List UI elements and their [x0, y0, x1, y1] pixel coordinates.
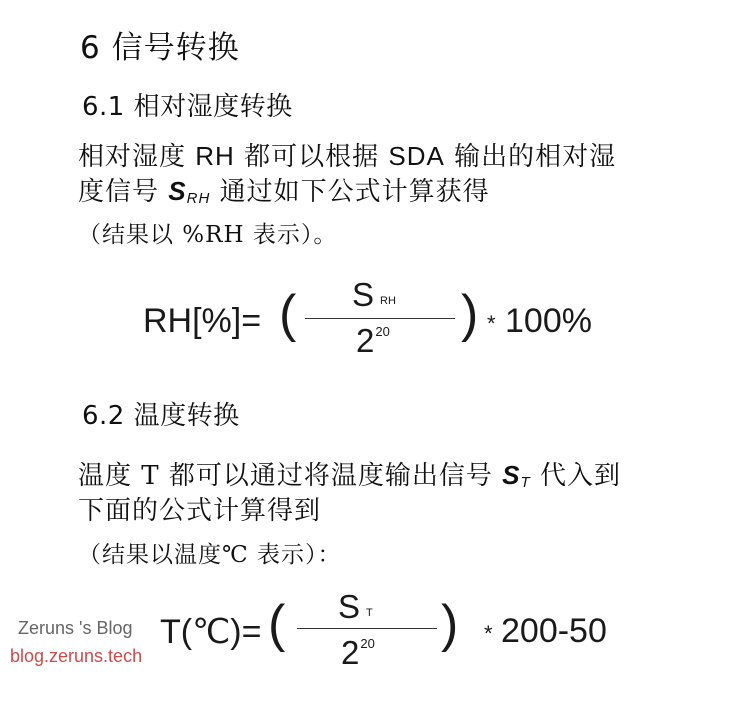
text: 相对湿度: [78, 142, 187, 172]
text: 度信号: [78, 177, 160, 207]
watermark-blog-url[interactable]: blog.zeruns.tech: [10, 646, 143, 666]
text: 都可以根据: [244, 142, 380, 172]
denominator-exponent: 20: [360, 636, 375, 651]
denominator-base: 2: [341, 634, 360, 671]
signal-st: [502, 460, 531, 490]
text: 输出的相对湿: [454, 142, 617, 172]
signal-subscript: T: [520, 474, 531, 491]
temp-formula-tail: 200-50: [501, 612, 607, 650]
rh-fraction-line: [305, 318, 455, 319]
signal-subscript: RH: [186, 190, 211, 207]
text: 温度: [78, 461, 133, 491]
section-title: [80, 22, 240, 67]
signal-symbol: S: [168, 176, 187, 206]
temp-fraction-line: [297, 628, 437, 629]
subsection-title: 相对湿度转换: [133, 92, 293, 122]
section-number: 6: [80, 30, 101, 66]
t-term: T: [141, 461, 160, 491]
rh-formula-multiply: *: [487, 311, 496, 336]
subsection-title: 温度转换: [133, 401, 240, 431]
signal-symbol: S: [502, 460, 521, 490]
rh-formula-lhs: RH[%]=: [143, 302, 262, 340]
numerator-symbol: S: [352, 276, 375, 313]
denominator-base: 2: [356, 322, 375, 359]
rh-paragraph-line2: [78, 174, 490, 216]
rh-formula-close-paren: ): [461, 285, 479, 343]
section-title-text: 信号转换: [111, 30, 240, 66]
denominator-exponent: 20: [375, 324, 390, 339]
temp-formula-multiply: *: [484, 621, 493, 646]
rh-term: RH: [195, 141, 235, 171]
temp-note: （结果以温度℃ 表示）：: [78, 542, 342, 568]
text: 通过如下公式计算获得: [219, 177, 490, 207]
subsection-heading-rh: [82, 86, 293, 123]
rh-formula-numerator: [352, 276, 396, 314]
rh-formula-denominator: [356, 322, 390, 360]
watermark-blog-name: Zeruns 's Blog: [18, 618, 133, 638]
numerator-symbol: S: [338, 588, 361, 625]
temp-formula-close-paren: ): [441, 595, 459, 653]
numerator-subscript: RH: [380, 295, 396, 307]
temp-formula-lhs: T(℃)=: [160, 613, 262, 651]
rh-formula-tail: 100%: [505, 302, 592, 340]
subsection-number: 6.2: [82, 401, 125, 431]
text: 代入到: [539, 461, 621, 491]
rh-note: （结果以 %RH 表示）。: [78, 222, 338, 248]
signal-srh: [168, 176, 210, 206]
text: 都可以通过将温度输出信号: [168, 461, 493, 491]
rh-paragraph-line1: [78, 139, 616, 174]
temp-formula-numerator: [338, 588, 373, 626]
temp-formula-open-paren: (: [268, 595, 286, 653]
temp-formula-denominator: [341, 634, 375, 672]
temp-paragraph-line2: 下面的公式计算得到: [78, 496, 322, 526]
rh-formula-open-paren: (: [279, 285, 297, 343]
numerator-subscript: T: [366, 607, 373, 619]
subsection-heading-temp: [82, 395, 240, 432]
sda-term: SDA: [388, 141, 445, 171]
subsection-number: 6.1: [82, 92, 125, 122]
